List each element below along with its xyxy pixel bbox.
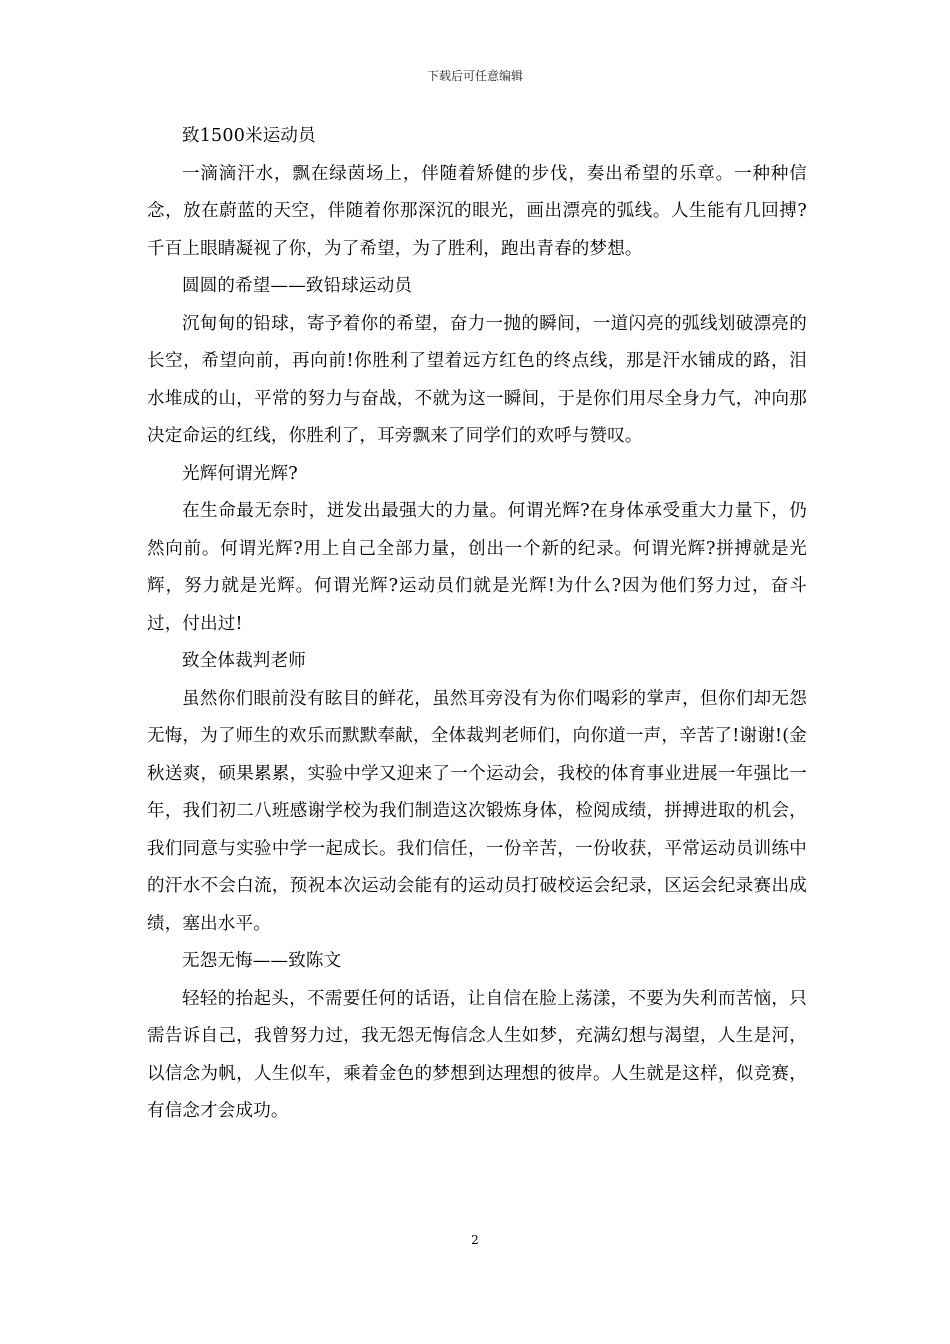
page-number: 2 bbox=[471, 1233, 479, 1247]
section-body-shot-put: 沉甸甸的铅球，寄予着你的希望，奋力一抛的瞬间，一道闪亮的弧线划破漂亮的长空，希望向前，再向前!你胜利了望着远方红色的终点线，那是汗水铺成的路，泪水堆成的山，平常的努力与奋战，不就为这一瞬间，于是你们用尽全身力气，冲向那决定命运的红线，你胜利了，耳旁飘来了同学们的欢呼与赞叹。 bbox=[147, 313, 807, 446]
document-body bbox=[147, 118, 807, 1131]
section-title-referees: 致全体裁判老师 bbox=[182, 651, 306, 671]
section-title-no-regrets: 无怨无悔——致陈文 bbox=[182, 951, 342, 971]
section-body-1500m: 一滴滴汗水，飘在绿茵场上，伴随着矫健的步伐，奏出希望的乐章。一种种信念，放在蔚蓝的天空，伴随着你那深沉的眼光，画出漂亮的弧线。人生能有几回搏?千百上眼睛凝视了你，为了希望，为了胜利，跑出青春的梦想。 bbox=[147, 163, 807, 259]
section-body-no-regrets: 轻轻的抬起头，不需要任何的话语，让自信在脸上荡漾，不要为失利而苦恼，只需告诉自己，我曾努力过，我无怨无悔信念人生如梦，充满幻想与渴望，人生是河，以信念为帆，人生似车，乘着金色的梦想到达理想的彼岸。人生就是这样，似竞赛，有信念才会成功。 bbox=[147, 988, 807, 1121]
section-title-glory: 光辉何谓光辉? bbox=[182, 463, 298, 484]
section-body-glory: 在生命最无奈时，迸发出最强大的力量。何谓光辉?在身体承受重大力量下，仍然向前。何谓光辉?用上自己全部力量，创出一个新的纪录。何谓光辉?拼搏就是光辉，努力就是光辉。何谓光辉?运动员们就是光辉!为什么?因为他们努力过，奋斗过，付出过! bbox=[147, 501, 807, 634]
page-header: 下载后可任意编辑 bbox=[426, 69, 523, 83]
section-body-referees: 虽然你们眼前没有眩目的鲜花，虽然耳旁没有为你们喝彩的掌声，但你们却无怨无悔，为了师生的欢乐而默默奉献，全体裁判老师们，向你道一声，辛苦了!谢谢!(金秋送爽，硕果累累，实验中学又迎来了一个运动会，我校的体育事业进展一年强比一年，我们初二八班感谢学校为我们制造这次锻炼身体，检阅成绩，拼搏进取的机会，我们同意与实验中学一起成长。我们信任，一份辛苦，一份收获，平常运动员训练中的汗水不会白流，预祝本次运动会能有的运动员打破校运会纪录，区运会纪录赛出成绩，塞出水平。 bbox=[147, 688, 807, 934]
section-title-shot-put: 圆圆的希望——致铅球运动员 bbox=[182, 276, 413, 296]
section-title-1500m: 致1500米运动员 bbox=[182, 126, 316, 146]
